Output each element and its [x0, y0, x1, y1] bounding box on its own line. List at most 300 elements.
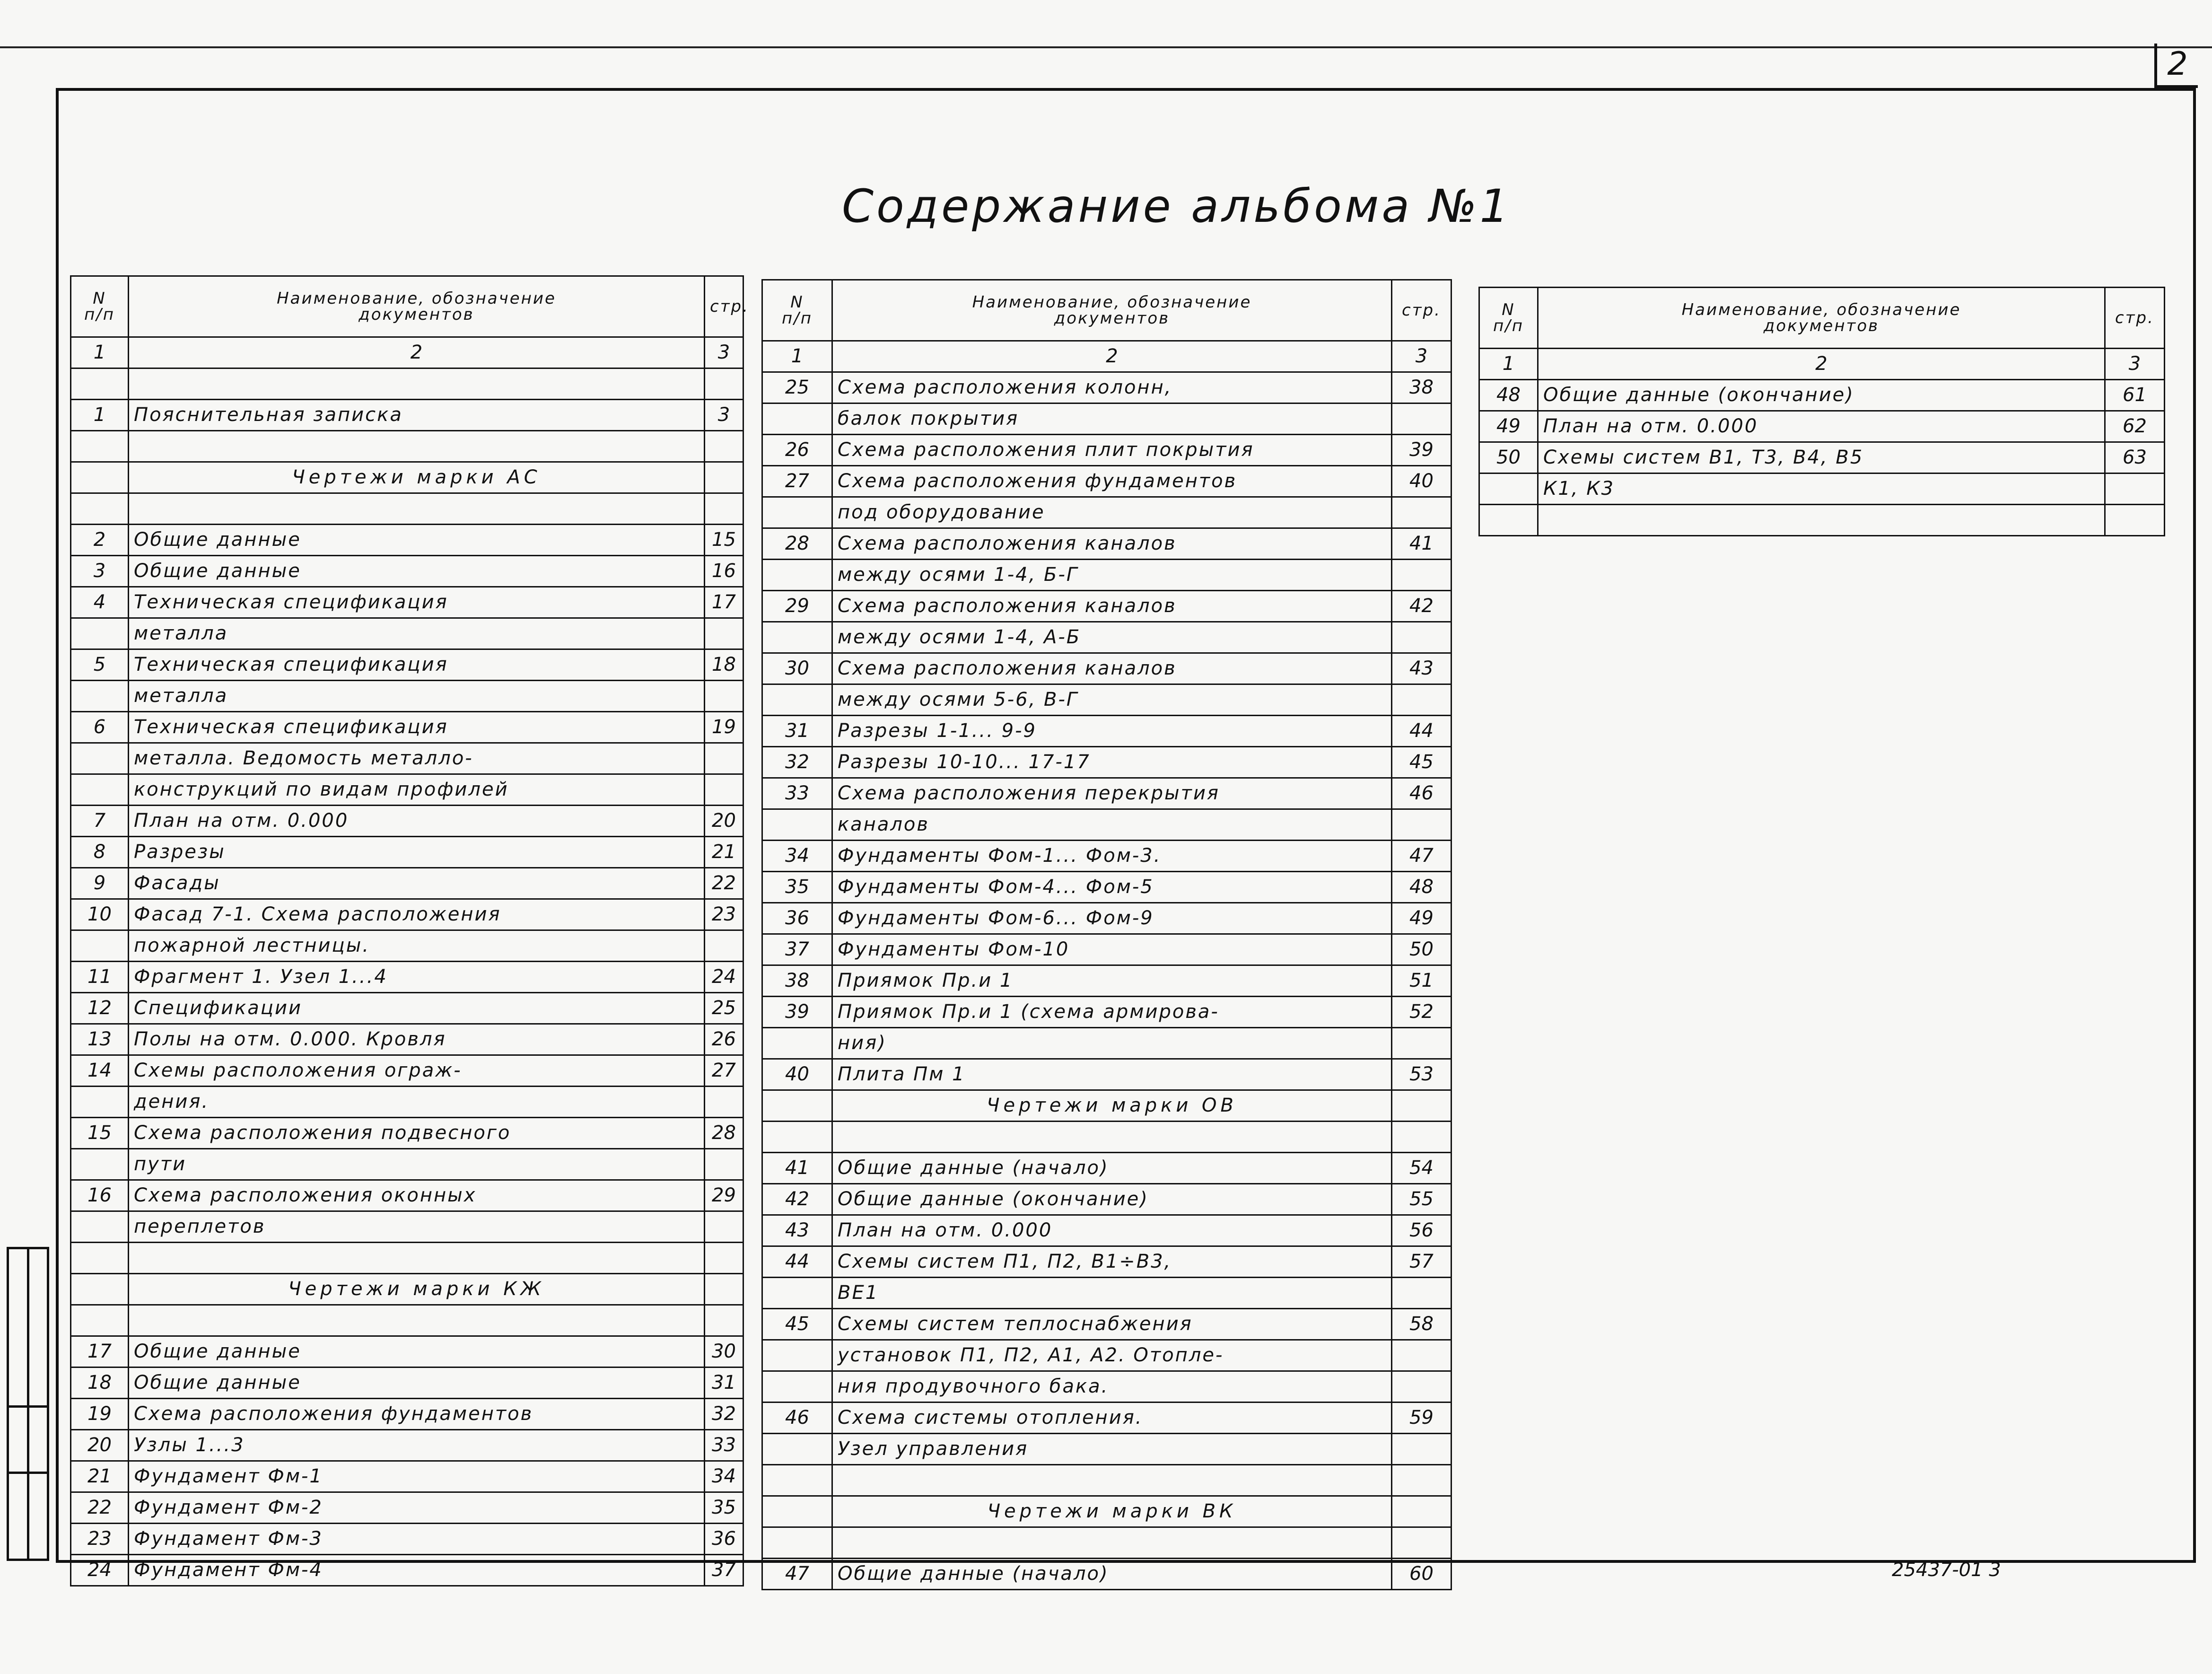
- page-number: 26: [705, 1024, 743, 1055]
- table-row: [71, 431, 743, 462]
- row-number: 28: [762, 528, 832, 560]
- table-row: [762, 1184, 1451, 1215]
- page-number: 41: [1392, 528, 1451, 560]
- index-number: 1: [71, 337, 129, 368]
- document-name: балок покрытия: [832, 403, 1392, 435]
- page-number: 35: [705, 1492, 743, 1524]
- page-number: 15: [705, 525, 743, 556]
- row-number: 33: [762, 778, 832, 809]
- table-row: [762, 809, 1451, 841]
- row-number: 45: [762, 1309, 832, 1340]
- page-number: 58: [1392, 1309, 1451, 1340]
- table-row: [71, 1243, 743, 1274]
- document-name: Фундаменты Фом-4... Фом-5: [832, 872, 1392, 903]
- page-number: [705, 1305, 743, 1336]
- document-name: Схема расположения оконных: [129, 1180, 705, 1211]
- page-number: 45: [1392, 747, 1451, 778]
- page-number: [705, 774, 743, 806]
- row-number: [762, 1465, 832, 1496]
- page-number: 30: [705, 1336, 743, 1367]
- document-name: каналов: [832, 809, 1392, 841]
- document-name: ВЕ1: [832, 1278, 1392, 1309]
- row-number: [71, 1211, 129, 1243]
- table-row: [71, 899, 743, 930]
- page-number: [705, 431, 743, 462]
- page-number: 3: [705, 400, 743, 431]
- page-number: [705, 681, 743, 712]
- page-number: 19: [705, 712, 743, 743]
- row-number: 27: [762, 466, 832, 497]
- document-name: Фасад 7-1. Схема расположения: [129, 899, 705, 930]
- document-name: между осями 1-4, А-Б: [832, 622, 1392, 653]
- index-name: 2: [1538, 349, 2105, 380]
- table-row: [762, 872, 1451, 903]
- page-number: 21: [705, 837, 743, 868]
- row-number: 4: [71, 587, 129, 618]
- row-number: 38: [762, 965, 832, 997]
- page-number: 33: [705, 1430, 743, 1461]
- page-number: 47: [1392, 841, 1451, 872]
- table-row: [762, 591, 1451, 622]
- page-number: 40: [1392, 466, 1451, 497]
- row-number: [1479, 473, 1538, 505]
- document-name: ния): [832, 1028, 1392, 1059]
- row-number: 15: [71, 1118, 129, 1149]
- page-number: 60: [1392, 1559, 1451, 1590]
- row-number: [71, 368, 129, 400]
- row-number: [762, 1496, 832, 1527]
- page-number: [1392, 1434, 1451, 1465]
- row-number: [71, 1274, 129, 1305]
- row-number: [71, 1149, 129, 1180]
- page-number: [1392, 1090, 1451, 1122]
- page-number: [2105, 473, 2165, 505]
- table-row: [71, 930, 743, 962]
- row-number: 30: [762, 653, 832, 684]
- page-number: [705, 368, 743, 400]
- row-number: 21: [71, 1461, 129, 1492]
- document-name: [129, 493, 705, 525]
- page-number: [705, 930, 743, 962]
- page-number: 16: [705, 556, 743, 587]
- top-trim-line: [0, 46, 2212, 48]
- document-name: под оборудование: [832, 497, 1392, 528]
- table-row: [762, 778, 1451, 809]
- table-row: [71, 1024, 743, 1055]
- table-row: [71, 837, 743, 868]
- table-row: [762, 841, 1451, 872]
- page-number: 24: [705, 962, 743, 993]
- row-number: [71, 462, 129, 493]
- row-number: 17: [71, 1336, 129, 1367]
- page-number: 31: [705, 1367, 743, 1399]
- contents-table-2: [761, 279, 1452, 1590]
- header-number: N п/п: [71, 276, 129, 337]
- index-page: 3: [705, 337, 743, 368]
- document-name: Фундамент Фм-4: [129, 1555, 705, 1586]
- document-name: Фрагмент 1. Узел 1...4: [129, 962, 705, 993]
- index-number: 1: [762, 341, 832, 372]
- page-number: 43: [1392, 653, 1451, 684]
- page-number: 53: [1392, 1059, 1451, 1090]
- table-row: [71, 806, 743, 837]
- page-number: [1392, 560, 1451, 591]
- page-number: [1392, 622, 1451, 653]
- row-number: 24: [71, 1555, 129, 1586]
- document-name: ния продувочного бака.: [832, 1371, 1392, 1402]
- table-row: [762, 1434, 1451, 1465]
- table-row: [71, 493, 743, 525]
- document-name: [1538, 505, 2105, 536]
- table-row: [71, 649, 743, 681]
- page-number: 23: [705, 899, 743, 930]
- row-number: 39: [762, 997, 832, 1028]
- section-heading-row: [762, 1090, 1451, 1122]
- index-name: 2: [832, 341, 1392, 372]
- table-row: [762, 903, 1451, 934]
- page-number: 57: [1392, 1246, 1451, 1278]
- row-number: [71, 618, 129, 649]
- row-number: [71, 1305, 129, 1336]
- table-row: [762, 1465, 1451, 1496]
- page-number: [2105, 505, 2165, 536]
- row-number: 32: [762, 747, 832, 778]
- document-name: Схемы систем теплоснабжения: [832, 1309, 1392, 1340]
- document-name: [129, 1243, 705, 1274]
- page-number: 59: [1392, 1402, 1451, 1434]
- document-name: [129, 431, 705, 462]
- section-title: Чертежи марки АС: [129, 462, 705, 493]
- table-row: [762, 934, 1451, 965]
- page-number: 27: [705, 1055, 743, 1087]
- row-number: [762, 1122, 832, 1153]
- row-number: [762, 1527, 832, 1559]
- row-number: [71, 493, 129, 525]
- document-name: [832, 1122, 1392, 1153]
- header-name: Наименование, обозначение документов: [832, 280, 1392, 341]
- table-row: [71, 681, 743, 712]
- document-name: Общие данные (окончание): [832, 1184, 1392, 1215]
- document-name: [832, 1465, 1392, 1496]
- document-name: Узлы 1...3: [129, 1430, 705, 1461]
- page-number: 56: [1392, 1215, 1451, 1246]
- row-number: [71, 930, 129, 962]
- page-number: 37: [705, 1555, 743, 1586]
- table-row: [762, 997, 1451, 1028]
- row-number: [762, 684, 832, 716]
- table-row: [762, 1059, 1451, 1090]
- page-number: [1392, 497, 1451, 528]
- document-name: Фундамент Фм-2: [129, 1492, 705, 1524]
- row-number: 49: [1479, 411, 1538, 442]
- document-name: Общие данные: [129, 556, 705, 587]
- document-name: металла: [129, 618, 705, 649]
- page-number: 29: [705, 1180, 743, 1211]
- document-name: установок П1, П2, А1, А2. Отопле-: [832, 1340, 1392, 1371]
- page-number: 20: [705, 806, 743, 837]
- page-number: 44: [1392, 716, 1451, 747]
- page-number: [705, 1243, 743, 1274]
- row-number: 3: [71, 556, 129, 587]
- table-row: [71, 993, 743, 1024]
- page-number: [1392, 1527, 1451, 1559]
- page-number: 48: [1392, 872, 1451, 903]
- table-row: [762, 653, 1451, 684]
- row-number: [71, 431, 129, 462]
- table-row: [71, 1399, 743, 1430]
- document-name: Узел управления: [832, 1434, 1392, 1465]
- page-number: 17: [705, 587, 743, 618]
- row-number: 23: [71, 1524, 129, 1555]
- document-name: Схема расположения плит покрытия: [832, 435, 1392, 466]
- table-row: [1479, 442, 2165, 473]
- document-name: Схема расположения перекрытия: [832, 778, 1392, 809]
- page-number: 52: [1392, 997, 1451, 1028]
- document-name: Разрезы 10-10... 17-17: [832, 747, 1392, 778]
- document-name: Общие данные (начало): [832, 1559, 1392, 1590]
- document-name: Фундаменты Фом-6... Фом-9: [832, 903, 1392, 934]
- table-row: [71, 774, 743, 806]
- page-number: 54: [1392, 1153, 1451, 1184]
- row-number: 9: [71, 868, 129, 899]
- document-name: Фундаменты Фом-1... Фом-3.: [832, 841, 1392, 872]
- table-row: [71, 1305, 743, 1336]
- index-page: 3: [1392, 341, 1451, 372]
- sheet-number: 2: [2154, 44, 2198, 88]
- table-row: [762, 1028, 1451, 1059]
- table-row: [762, 1153, 1451, 1184]
- table-row: [762, 435, 1451, 466]
- page-number: 55: [1392, 1184, 1451, 1215]
- document-name: Фундаменты Фом-10: [832, 934, 1392, 965]
- page-number: [705, 743, 743, 774]
- page-number: [705, 1274, 743, 1305]
- index-name: 2: [129, 337, 705, 368]
- page-number: [1392, 403, 1451, 435]
- table-row: [1479, 505, 2165, 536]
- document-name: Общие данные: [129, 1367, 705, 1399]
- row-number: 2: [71, 525, 129, 556]
- index-page: 3: [2105, 349, 2165, 380]
- document-name: дения.: [129, 1087, 705, 1118]
- table-row: [71, 556, 743, 587]
- table-row: [762, 1309, 1451, 1340]
- page-number: 32: [705, 1399, 743, 1430]
- document-name: между осями 5-6, В-Г: [832, 684, 1392, 716]
- document-name: План на отм. 0.000: [1538, 411, 2105, 442]
- row-number: [71, 774, 129, 806]
- page-number: 34: [705, 1461, 743, 1492]
- table-row: [1479, 473, 2165, 505]
- table-row: [762, 1371, 1451, 1402]
- document-name: Схемы систем П1, П2, В1÷В3,: [832, 1246, 1392, 1278]
- table-row: [71, 1180, 743, 1211]
- document-name: пожарной лестницы.: [129, 930, 705, 962]
- section-heading-row: [71, 1274, 743, 1305]
- row-number: 36: [762, 903, 832, 934]
- document-name: Схемы расположения ограж-: [129, 1055, 705, 1087]
- section-title: Чертежи марки КЖ: [129, 1274, 705, 1305]
- document-name: Схема расположения фундаментов: [832, 466, 1392, 497]
- table-row: [762, 1215, 1451, 1246]
- document-name: металла. Ведомость металло-: [129, 743, 705, 774]
- row-number: 7: [71, 806, 129, 837]
- table-row: [71, 1492, 743, 1524]
- table-row: [1479, 411, 2165, 442]
- document-name: Схема расположения каналов: [832, 653, 1392, 684]
- row-number: [762, 809, 832, 841]
- document-name: пути: [129, 1149, 705, 1180]
- table-row: [71, 868, 743, 899]
- section-title: Чертежи марки ВК: [832, 1496, 1392, 1527]
- document-name: Техническая спецификация: [129, 587, 705, 618]
- row-number: 20: [71, 1430, 129, 1461]
- table-row: [71, 1555, 743, 1586]
- table-row: [71, 1211, 743, 1243]
- document-name: Приямок Пр.и 1: [832, 965, 1392, 997]
- row-number: 13: [71, 1024, 129, 1055]
- table-row: [762, 684, 1451, 716]
- page-number: [1392, 684, 1451, 716]
- row-number: 18: [71, 1367, 129, 1399]
- page-number: [705, 618, 743, 649]
- document-name: Общие данные (окончание): [1538, 380, 2105, 411]
- document-name: Фундамент Фм-3: [129, 1524, 705, 1555]
- header-number: N п/п: [762, 280, 832, 341]
- page-number: [1392, 1465, 1451, 1496]
- page-number: [1392, 1340, 1451, 1371]
- table-row: [1479, 380, 2165, 411]
- page-number: [1392, 809, 1451, 841]
- document-name: Схема расположения подвесного: [129, 1118, 705, 1149]
- document-name: Схема расположения фундаментов: [129, 1399, 705, 1430]
- page-number: [705, 462, 743, 493]
- table-row: [71, 368, 743, 400]
- document-name: Разрезы: [129, 837, 705, 868]
- page-number: [705, 1087, 743, 1118]
- page-number: 36: [705, 1524, 743, 1555]
- row-number: 42: [762, 1184, 832, 1215]
- page-number: 62: [2105, 411, 2165, 442]
- row-number: 37: [762, 934, 832, 965]
- table-row: [762, 1559, 1451, 1590]
- row-number: [71, 743, 129, 774]
- row-number: 8: [71, 837, 129, 868]
- document-name: Схема расположения каналов: [832, 528, 1392, 560]
- row-number: [71, 681, 129, 712]
- row-number: 22: [71, 1492, 129, 1524]
- row-number: 12: [71, 993, 129, 1024]
- row-number: 44: [762, 1246, 832, 1278]
- table-row: [762, 560, 1451, 591]
- document-code: 25437-01 3: [1892, 1559, 2001, 1581]
- table-row: [762, 1340, 1451, 1371]
- table-row: [762, 497, 1451, 528]
- document-name: Техническая спецификация: [129, 712, 705, 743]
- page-number: [705, 1149, 743, 1180]
- page-number: 61: [2105, 380, 2165, 411]
- document-name: Пояснительная записка: [129, 400, 705, 431]
- row-number: 29: [762, 591, 832, 622]
- table-row: [762, 1122, 1451, 1153]
- table-row: [762, 716, 1451, 747]
- row-number: 31: [762, 716, 832, 747]
- row-number: 46: [762, 1402, 832, 1434]
- page-number: 25: [705, 993, 743, 1024]
- document-name: Разрезы 1-1... 9-9: [832, 716, 1392, 747]
- page-number: [1392, 1122, 1451, 1153]
- row-number: [762, 1028, 832, 1059]
- table-row: [762, 1278, 1451, 1309]
- table-row: [71, 525, 743, 556]
- page-number: 51: [1392, 965, 1451, 997]
- page-number: 22: [705, 868, 743, 899]
- row-number: [762, 1090, 832, 1122]
- document-name: Схема системы отопления.: [832, 1402, 1392, 1434]
- document-name: Приямок Пр.и 1 (схема армирова-: [832, 997, 1392, 1028]
- table-row: [762, 528, 1451, 560]
- row-number: [71, 1087, 129, 1118]
- row-number: 43: [762, 1215, 832, 1246]
- document-name: Плита Пм 1: [832, 1059, 1392, 1090]
- table-row: [71, 962, 743, 993]
- row-number: 48: [1479, 380, 1538, 411]
- document-name: [129, 1305, 705, 1336]
- document-name: Спецификации: [129, 993, 705, 1024]
- page-title: Содержание альбома №1: [842, 180, 1512, 233]
- table-row: [762, 622, 1451, 653]
- table-row: [762, 965, 1451, 997]
- page-number: 38: [1392, 372, 1451, 403]
- row-number: [762, 1371, 832, 1402]
- table-row: [71, 712, 743, 743]
- row-number: 26: [762, 435, 832, 466]
- table-row: [71, 1336, 743, 1367]
- page-number: [705, 1211, 743, 1243]
- row-number: 25: [762, 372, 832, 403]
- row-number: 50: [1479, 442, 1538, 473]
- contents-table-1: [70, 275, 749, 1586]
- document-name: Полы на отм. 0.000. Кровля: [129, 1024, 705, 1055]
- table-row: [762, 747, 1451, 778]
- table-row: [71, 400, 743, 431]
- row-number: 1: [71, 400, 129, 431]
- table-row: [71, 1461, 743, 1492]
- page-number: 63: [2105, 442, 2165, 473]
- table-row: [71, 1055, 743, 1087]
- document-name: Схема расположения колонн,: [832, 372, 1392, 403]
- document-name: Схема расположения каналов: [832, 591, 1392, 622]
- page-number: [1392, 1278, 1451, 1309]
- table-row: [762, 1402, 1451, 1434]
- table-row: [71, 618, 743, 649]
- row-number: 11: [71, 962, 129, 993]
- header-page: стр.: [2105, 288, 2165, 349]
- document-name: К1, К3: [1538, 473, 2105, 505]
- row-number: [762, 1434, 832, 1465]
- table-row: [71, 1524, 743, 1555]
- document-name: План на отм. 0.000: [832, 1215, 1392, 1246]
- document-name: Фасады: [129, 868, 705, 899]
- header-number: N п/п: [1479, 288, 1538, 349]
- page-number: [705, 493, 743, 525]
- table-row: [71, 1087, 743, 1118]
- table-row: [71, 1118, 743, 1149]
- page-number: 18: [705, 649, 743, 681]
- document-name: [129, 368, 705, 400]
- page-number: [1392, 1028, 1451, 1059]
- row-number: 14: [71, 1055, 129, 1087]
